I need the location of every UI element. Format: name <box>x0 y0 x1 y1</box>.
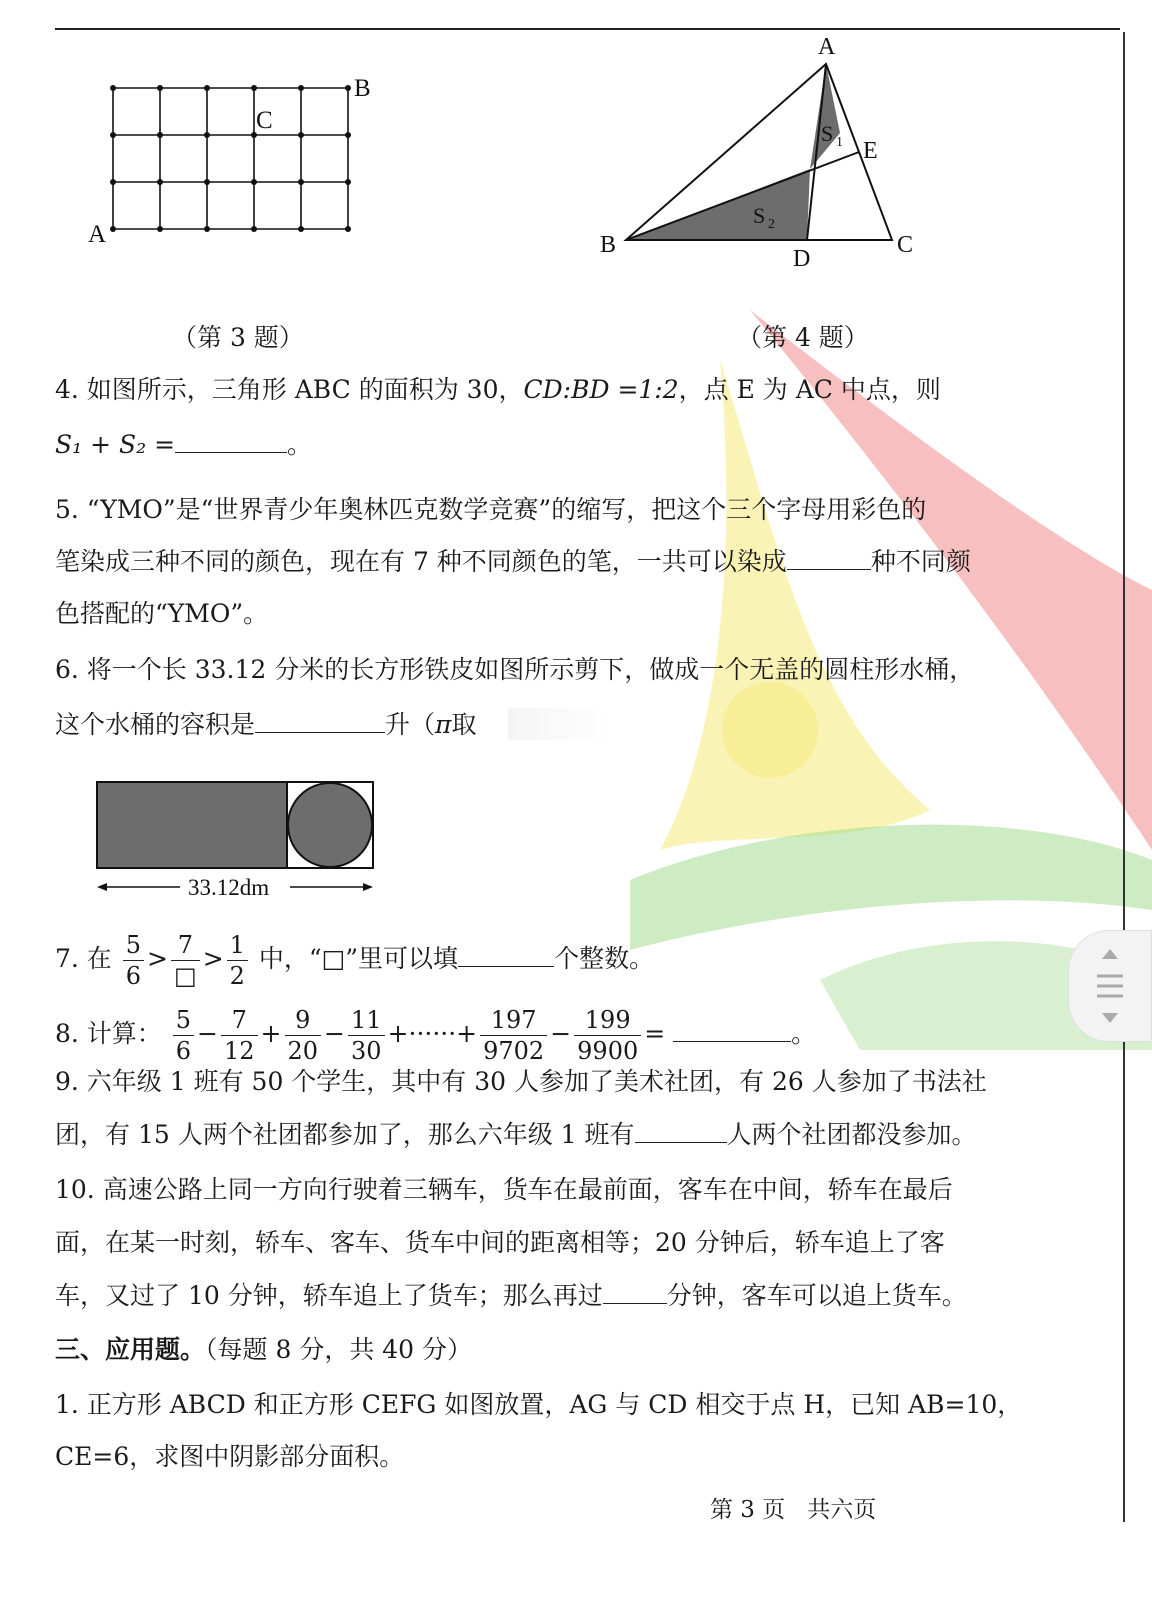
q8-f6-den: 9900 <box>577 1037 639 1065</box>
q6-text-b: 升（ <box>385 710 436 739</box>
q4-period: 。 <box>287 430 313 459</box>
q4-answer-blank[interactable] <box>175 426 287 453</box>
page-footer <box>710 1490 876 1530</box>
q7-fraction-2 <box>171 930 200 991</box>
fig4-label-a: A <box>818 34 836 60</box>
q8-fraction-5 <box>480 1005 547 1066</box>
q9-text-a: 团，有 15 人两个社团都参加了，那么六年级 1 班有 <box>55 1120 635 1149</box>
q7-gt-1: > <box>147 944 168 973</box>
fig3-label-a: A <box>88 221 107 248</box>
q8-f5-den: 9702 <box>483 1037 545 1065</box>
q4-ratio: CD:BD =1:2 <box>523 375 679 404</box>
q7-suffix: 个整数。 <box>554 944 655 973</box>
q6-text-a: 这个水桶的容积是 <box>55 710 256 739</box>
q10-answer-blank[interactable] <box>603 1277 667 1304</box>
q10-text-b: 分钟，客车可以追上货车。 <box>666 1281 967 1310</box>
q5-text-a: 笔染成三种不同的颜色，现在有 7 种不同颜色的笔，一共可以染成 <box>55 547 787 576</box>
figure-4-triangle <box>600 30 960 280</box>
q7-mid: 中，“□”里可以填 <box>258 944 459 973</box>
right-margin-rule <box>1123 32 1125 1522</box>
q7-fraction-1 <box>123 930 144 991</box>
q7-gt-2: > <box>202 944 224 973</box>
question-4-line-1 <box>55 370 941 410</box>
scroll-handle-icon <box>1069 931 1151 1041</box>
fig4-label-s1: S <box>821 121 834 146</box>
fig3-label-b: B <box>354 75 371 102</box>
q8-fraction-2 <box>221 1005 258 1066</box>
question-5-line-1: 5. “YMO”是“世界青少年奥林匹克数学竞赛”的缩写，把这个三个字母用彩色的 <box>55 495 927 524</box>
q8-suffix: 。 <box>791 1019 817 1048</box>
figure-6-rectangle <box>90 775 380 895</box>
question-4-line-2 <box>55 425 312 465</box>
q8-op-3: − <box>324 1019 345 1048</box>
q4-expression: S₁ + S₂ = <box>55 430 176 459</box>
application-1-line-2: CE=6，求图中阴影部分面积。 <box>55 1442 405 1471</box>
q8-fraction-6 <box>574 1005 641 1066</box>
q8-f2-num: 7 <box>221 1005 258 1036</box>
q8-f2-den: 12 <box>224 1037 255 1065</box>
question-10-line-3 <box>55 1276 967 1316</box>
q8-f6-num: 199 <box>574 1005 641 1036</box>
fig4-label-b: B <box>600 232 617 258</box>
q8-fraction-1 <box>173 1005 194 1066</box>
question-6-line-1: 6. 将一个长 33.12 分米的长方形铁皮如图所示剪下，做成一个无盖的圆柱形水桶， <box>55 655 975 684</box>
q9-answer-blank[interactable] <box>635 1116 727 1143</box>
fig4-label-s2: S <box>753 203 766 228</box>
fig4-label-d: D <box>793 246 811 272</box>
fig4-label-c: C <box>897 232 914 258</box>
q5-answer-blank[interactable] <box>787 543 871 570</box>
q8-f3-den: 20 <box>287 1037 319 1065</box>
q8-prefix: 8. 计算： <box>55 1019 162 1048</box>
q8-f4-num: 11 <box>348 1005 385 1036</box>
question-9-line-1: 9. 六年级 1 班有 50 个学生，其中有 30 人参加了美术社团，有 26 人参加了书法社 <box>55 1067 987 1096</box>
question-5-line-2 <box>55 542 971 582</box>
fig3-label-c: C <box>256 107 273 134</box>
section-3-note: （每题 8 分，共 40 分） <box>205 1335 473 1364</box>
q7-f3-den: 2 <box>229 962 245 990</box>
fig4-label-e: E <box>863 138 878 164</box>
q9-text-b: 人两个社团都没参加。 <box>726 1120 977 1149</box>
q8-f1-num: 5 <box>173 1005 194 1036</box>
q7-prefix: 7. 在 <box>55 944 112 973</box>
q7-f1-den: 6 <box>125 962 142 990</box>
q8-op-6: = <box>644 1019 666 1048</box>
q7-f1-num: 5 <box>123 930 144 961</box>
fig6-dimension-label: 33.12dm <box>188 875 270 895</box>
question-10-line-1: 10. 高速公路上同一方向行驶着三辆车，货车在最前面，客车在中间，轿车在最后 <box>55 1175 953 1204</box>
q7-f2-den: □ <box>174 962 197 990</box>
section-3-title: 三、应用题。 <box>55 1335 206 1364</box>
q4-text-a: 4. 如图所示，三角形 ABC 的面积为 30， <box>55 375 524 404</box>
q6-pi: π <box>435 710 452 739</box>
section-3-heading <box>55 1330 472 1370</box>
figure-4-caption: （第 4 题） <box>737 323 869 352</box>
question-9-line-2 <box>55 1115 977 1155</box>
q8-f3-num: 9 <box>285 1005 322 1036</box>
question-6-line-2 <box>55 705 476 745</box>
question-8 <box>55 1005 816 1066</box>
q4-text-b: ，点 E 为 AC 中点，则 <box>678 375 941 404</box>
scroll-handle[interactable] <box>1068 930 1152 1042</box>
header-rule <box>55 28 1120 30</box>
question-5-line-3: 色搭配的“YMO”。 <box>55 599 269 628</box>
q7-f3-num: 1 <box>227 930 248 961</box>
fig4-label-s2-sub: 2 <box>768 217 775 232</box>
question-10-line-2: 面，在某一时刻，轿车、客车、货车中间的距离相等；20 分钟后，轿车追上了客 <box>55 1228 945 1257</box>
q8-answer-blank[interactable] <box>673 1015 791 1042</box>
q6-redaction-blur <box>508 708 608 740</box>
q8-f5-num: 197 <box>480 1005 547 1036</box>
q8-op-4: +······+ <box>387 1019 478 1048</box>
question-7 <box>55 930 654 991</box>
fig4-label-s1-sub: 1 <box>836 135 843 150</box>
figure-3-caption: （第 3 题） <box>172 323 304 352</box>
footer-total: 共六页 <box>807 1497 877 1523</box>
q8-op-5: − <box>550 1019 572 1048</box>
q5-text-b: 种不同颜 <box>870 547 971 576</box>
q10-text-a: 车，又过了 10 分钟，轿车追上了货车；那么再过 <box>55 1281 603 1310</box>
q8-op-1: − <box>197 1019 218 1048</box>
footer-page: 第 3 页 <box>710 1497 786 1523</box>
q7-fraction-3 <box>227 930 248 991</box>
q8-fraction-3 <box>285 1005 322 1066</box>
figure-3-grid <box>80 70 400 260</box>
q6-answer-blank[interactable] <box>255 706 385 733</box>
q8-fraction-4 <box>348 1005 385 1066</box>
q8-f1-den: 6 <box>175 1037 192 1065</box>
q7-f2-num: 7 <box>171 930 200 961</box>
q7-answer-blank[interactable] <box>458 940 554 967</box>
q8-f4-den: 30 <box>351 1037 382 1065</box>
q8-op-2: + <box>260 1019 282 1048</box>
q6-text-c: 取 <box>451 710 477 739</box>
application-1-line-1: 1. 正方形 ABCD 和正方形 CEFG 如图放置，AG 与 CD 相交于点 H，已知 AB=10， <box>55 1390 1023 1419</box>
